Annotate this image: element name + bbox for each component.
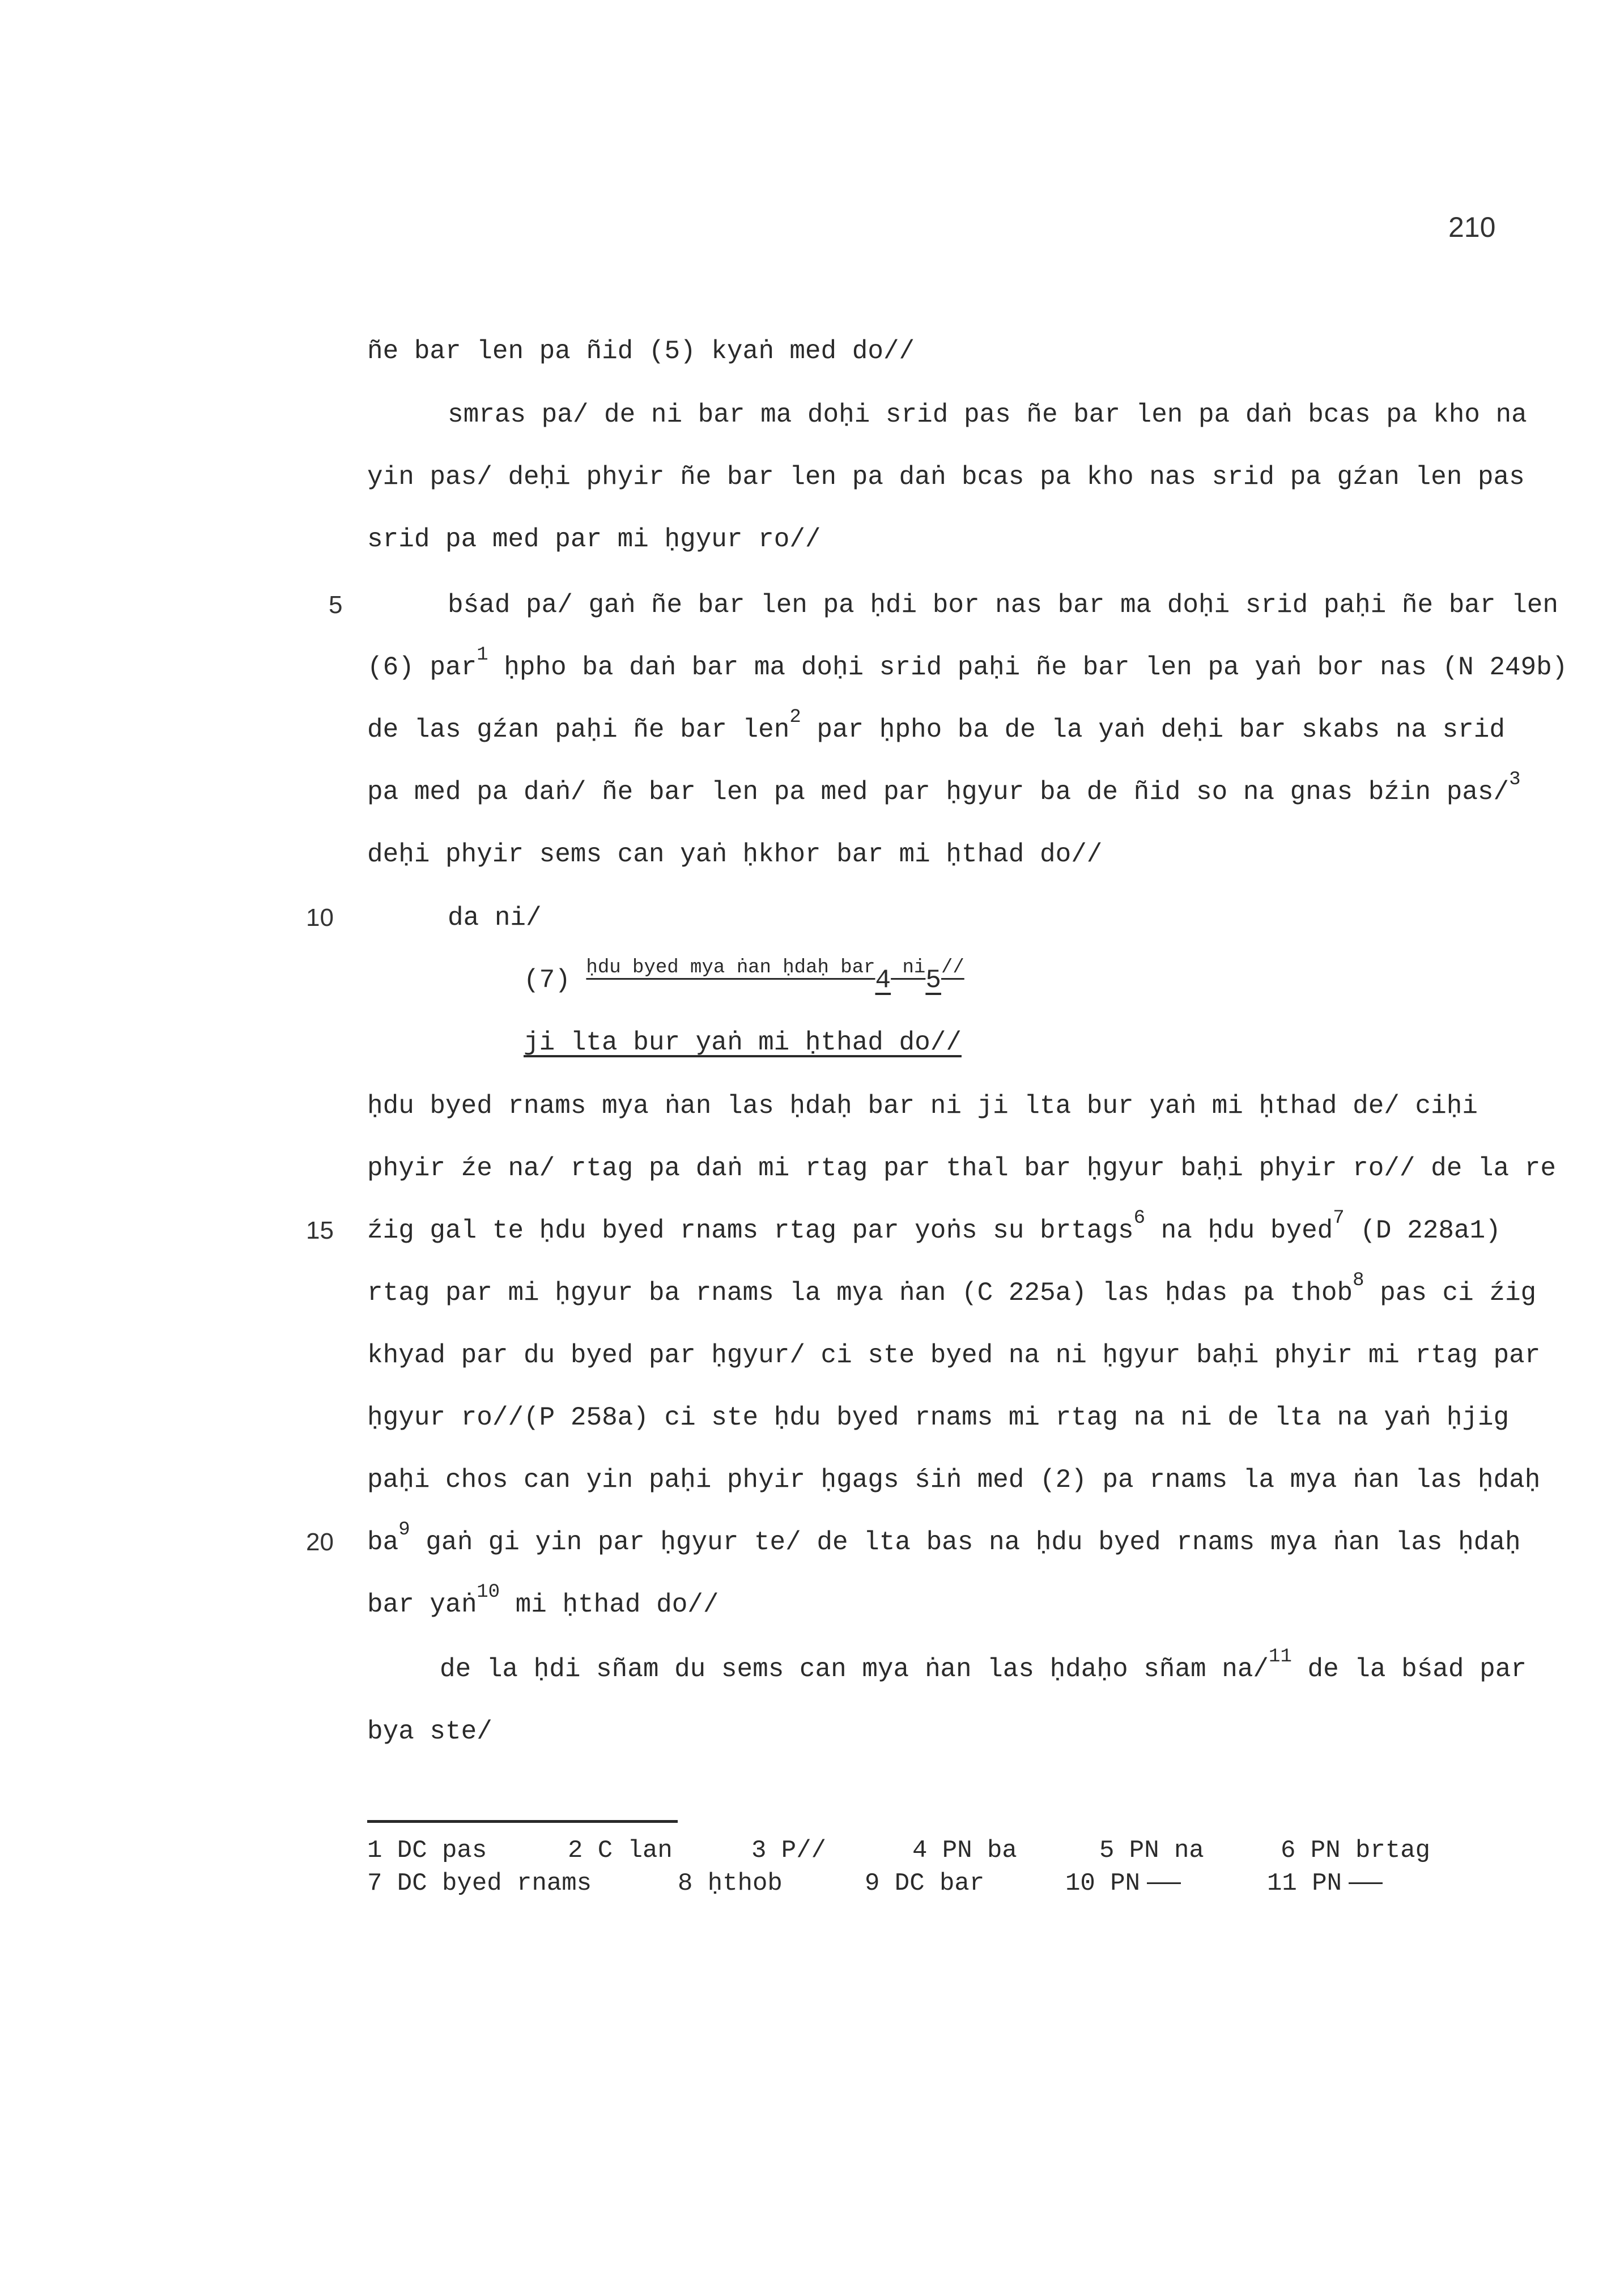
text-span: de la bśad par — [1291, 1655, 1527, 1684]
line-number: 5 — [329, 591, 343, 619]
footnote-rule — [367, 1820, 678, 1823]
text-line — [367, 1270, 1537, 1310]
footnote-marker: 7 — [1333, 1207, 1345, 1229]
footnote: 5 PN na — [1099, 1836, 1204, 1865]
text-line — [367, 1715, 492, 1749]
text-span: na ḥdu byed — [1145, 1216, 1333, 1245]
footnote: 6 PN brtag — [1281, 1836, 1431, 1865]
footnote: 3 P// — [751, 1836, 827, 1865]
text-span: źig gal te ḥdu byed rnams rtag par yoṅs su brtags — [367, 1216, 1134, 1245]
text-span: yin pas/ deḥi phyir ñe bar len pa daṅ bcas pa kho nas srid pa gźan len pas — [367, 462, 1525, 492]
footnote-marker: // — [941, 957, 964, 979]
text-line — [367, 1338, 1540, 1372]
text-span: ñe bar len pa ñid (5) kyaṅ med do// — [367, 337, 915, 366]
text-line — [448, 901, 542, 935]
text-span: ḥgyur ro//(P 258a) ci ste ḥdu byed rnams mi rtag na ni de lta na yaṅ ḥjig — [367, 1403, 1510, 1432]
footnote-marker: 2 — [789, 707, 801, 728]
text-line — [367, 1401, 1509, 1435]
footnote-marker: 9 — [398, 1519, 410, 1541]
footnote: 1 DC pas — [367, 1836, 487, 1865]
text-span: 5 — [925, 966, 941, 995]
text-span: smras pa/ de ni bar ma doḥi srid pas ñe bar len pa daṅ bcas pa kho na — [448, 400, 1527, 430]
footnote-marker: 6 — [1133, 1207, 1146, 1229]
text-line — [440, 1646, 1527, 1686]
text-line — [367, 460, 1525, 494]
text-span: bar yaṅ — [367, 1590, 477, 1619]
text-line — [367, 1463, 1540, 1497]
heading-line — [524, 957, 964, 997]
text-span: gaṅ gi yin par ḥgyur te/ de lta bas na ḥdu byed rnams mya ṅan las ḥdaḥ — [410, 1528, 1521, 1557]
footnote: 11 PN — [1267, 1868, 1383, 1899]
text-line — [448, 588, 1558, 622]
text-span: srid pa med par mi ḥgyur ro// — [367, 525, 821, 554]
text-line — [367, 644, 1568, 684]
omission-dash — [1147, 1882, 1181, 1884]
text-span: (7) — [524, 966, 586, 995]
text-span: ji lta bur yaṅ mi ḥthad do// — [524, 1028, 962, 1057]
text-span: da ni/ — [448, 903, 542, 933]
text-span: pas ci źig — [1364, 1278, 1537, 1308]
text-span: phyir źe na/ rtag pa daṅ mi rtag par thal bar ḥgyur baḥi phyir ro// de la re — [367, 1154, 1556, 1183]
footnote: 7 DC byed rnams — [367, 1869, 592, 1898]
page-number: 210 — [1448, 211, 1496, 243]
footnote: 10 PN — [1065, 1868, 1181, 1899]
line-number: 10 — [306, 904, 334, 932]
text-line — [367, 522, 821, 556]
footnote-marker: ḥdu byed mya ṅan ḥdaḥ bar — [586, 957, 875, 979]
text-span: mi ḥthad do// — [500, 1590, 719, 1619]
text-line — [367, 1151, 1556, 1185]
omission-dash — [1349, 1882, 1383, 1884]
text-line — [367, 1207, 1501, 1248]
footnote-marker: 8 — [1353, 1270, 1364, 1291]
text-span: (D 228a1) — [1344, 1216, 1501, 1245]
text-line — [367, 837, 1102, 871]
text-line — [367, 1519, 1521, 1559]
text-span: pa med pa daṅ/ ñe bar len pa med par ḥgyur ba de ñid so na gnas bźin pas/ — [367, 777, 1510, 807]
text-span: de la ḥdi sñam du sems can mya ṅan las ḥdaḥo sñam na/ — [440, 1655, 1269, 1684]
text-line — [448, 398, 1527, 432]
footnote: 9 DC bar — [865, 1869, 985, 1898]
text-span: par ḥpho ba de la yaṅ deḥi bar skabs na srid — [801, 715, 1505, 745]
text-line — [367, 1089, 1478, 1123]
text-line — [367, 334, 915, 368]
footnote: 8 ḥthob — [678, 1869, 783, 1898]
text-line — [367, 769, 1521, 809]
text-span: bśad pa/ gaṅ ñe bar len pa ḥdi bor nas bar ma doḥi srid paḥi ñe bar len — [448, 590, 1558, 620]
text-span: 4 — [875, 966, 891, 995]
text-span: paḥi chos can yin paḥi phyir ḥgags śiṅ med (2) pa rnams la mya ṅan las ḥdaḥ — [367, 1465, 1541, 1495]
text-span: bya ste/ — [367, 1717, 492, 1746]
footnote: 2 C lan — [568, 1836, 673, 1865]
footnote-marker: 3 — [1509, 769, 1521, 790]
footnote-marker: 1 — [477, 644, 488, 666]
footnote-marker: 11 — [1269, 1646, 1292, 1668]
text-span: de las gźan paḥi ñe bar len — [367, 715, 790, 745]
footnote-marker: ni — [891, 957, 926, 979]
text-line — [367, 707, 1505, 747]
footnote-marker: 10 — [477, 1581, 500, 1603]
footnote: 4 PN ba — [912, 1836, 1017, 1865]
text-span: rtag par mi ḥgyur ba rnams la mya ṅan (C 225a) las ḥdas pa thob — [367, 1278, 1353, 1308]
text-line — [367, 1581, 719, 1622]
line-number: 20 — [306, 1528, 334, 1556]
heading-line — [524, 1026, 962, 1060]
text-span: khyad par du byed par ḥgyur/ ci ste byed na ni ḥgyur baḥi phyir mi rtag par — [367, 1341, 1541, 1370]
text-span: ḥdu byed rnams mya ṅan las ḥdaḥ bar ni ji lta bur yaṅ mi ḥthad de/ ciḥi — [367, 1091, 1478, 1121]
text-span: ḥpho ba daṅ bar ma doḥi srid paḥi ñe bar len pa yaṅ bor nas (N 249b) — [488, 653, 1568, 682]
text-span: ba — [367, 1528, 399, 1557]
text-span: (6) par — [367, 653, 477, 682]
text-span: deḥi phyir sems can yaṅ ḥkhor bar mi ḥthad do// — [367, 840, 1103, 869]
line-number: 15 — [306, 1217, 334, 1244]
